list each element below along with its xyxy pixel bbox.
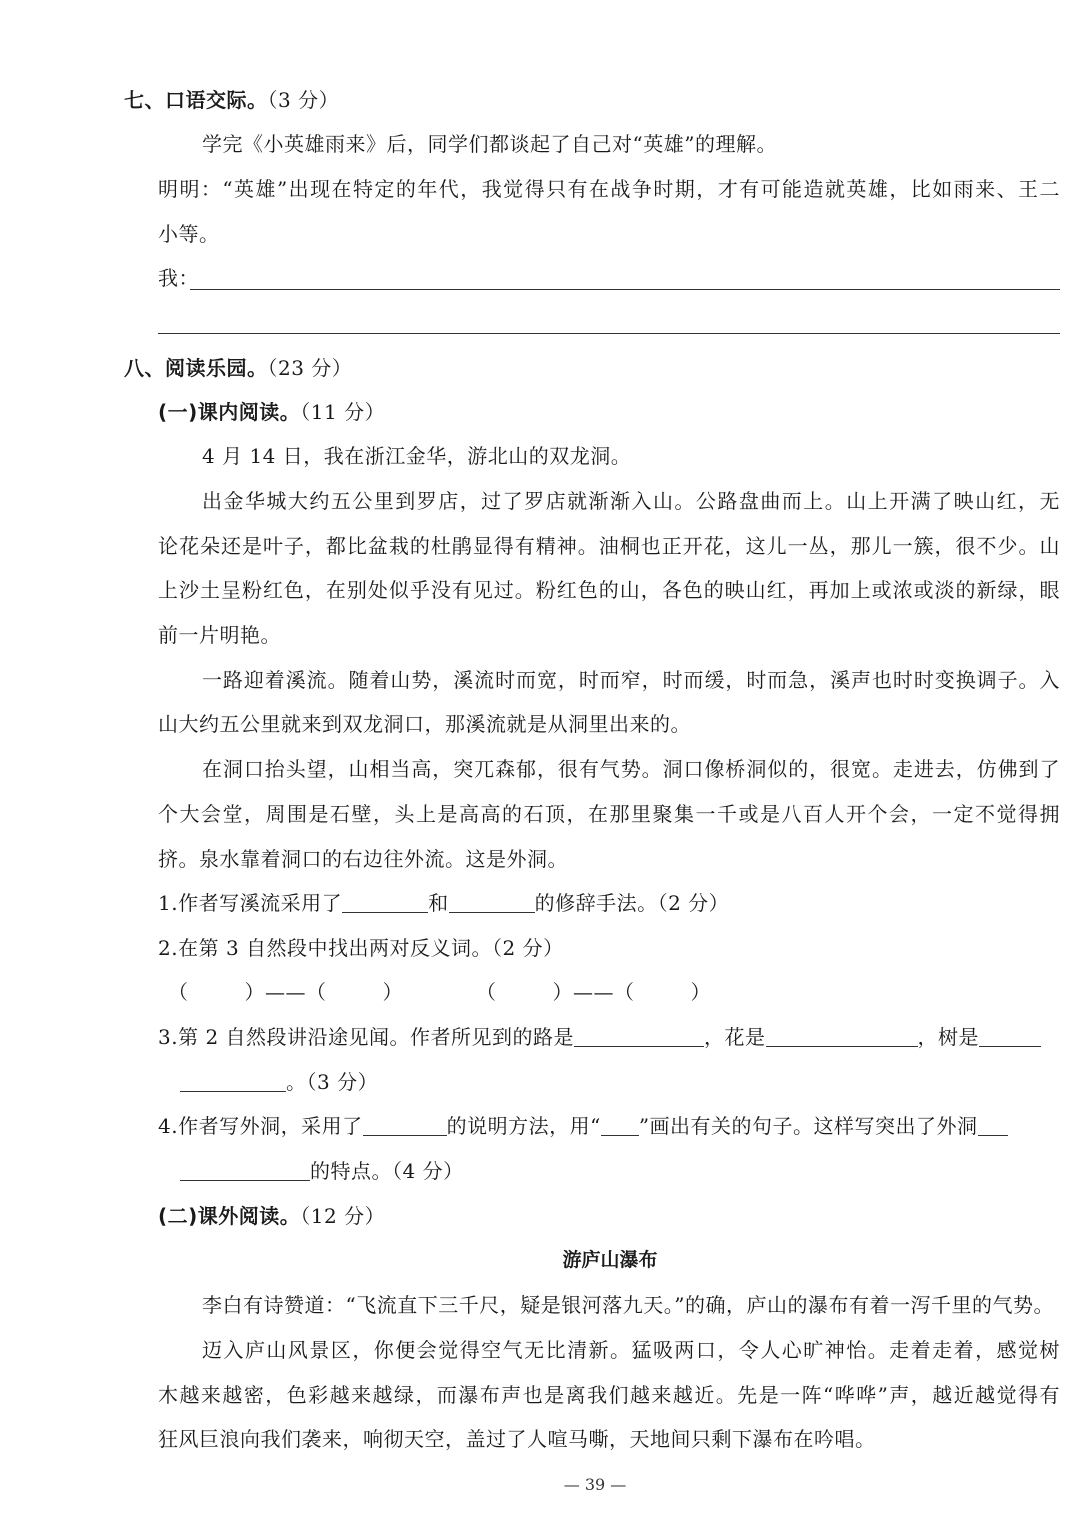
- answer-blank[interactable]: [766, 1026, 918, 1047]
- question-3-text: 3.第 2 自然段讲沿途见闻。作者所见到的路是: [158, 1025, 575, 1049]
- section-7-score: （3 分）: [267, 88, 340, 112]
- question-4: [158, 1112, 1008, 1140]
- answer-blank[interactable]: [979, 1026, 1041, 1047]
- passage-1-line: 前一片明艳。: [158, 623, 281, 647]
- passage-1-line: 山大约五公里就来到双龙洞口，那溪流就是从洞里出来的。: [158, 712, 691, 736]
- question-4-text: 的特点。（4 分）: [310, 1159, 464, 1183]
- passage-1-line: 论花朵还是叶子，都比盆栽的杜鹃显得有精神。油桐也正开花，这儿一丛，那儿一簇，很不少。山: [158, 534, 1060, 558]
- part-1-score: （11 分）: [300, 400, 386, 424]
- question-1: [158, 889, 729, 917]
- bracket-open: （: [476, 980, 497, 1004]
- passage-2-line: 木越来越密，色彩越来越绿，而瀑布声也是离我们越来越近。先是一阵“哗哗”声，越近越觉得有: [158, 1383, 1060, 1407]
- oral-intro: 学完《小英雄雨来》后，同学们都谈起了自己对“英雄”的理解。: [202, 132, 777, 156]
- part-2-title: (二)课外阅读。: [158, 1204, 301, 1228]
- question-3-text: ，树是: [917, 1025, 980, 1049]
- question-1-text: 和: [428, 891, 449, 915]
- passage-2-title: 游庐山瀑布: [562, 1249, 658, 1271]
- passage-1-line: 上沙土呈粉红色，在别处似乎没有见过。粉红色的山，各色的映山红，再加上或浓或淡的新绿，眼: [158, 578, 1060, 602]
- answer-blank[interactable]: [180, 1071, 286, 1092]
- question-4-text: ”画出有关的句子。这样写突出了外洞: [638, 1114, 978, 1138]
- dash: ——: [265, 980, 306, 1004]
- section-8-heading: [124, 354, 352, 382]
- answer-blank[interactable]: [342, 892, 428, 913]
- antonym-pair-1: [168, 978, 403, 1006]
- question-1-text: 的修辞手法。（2 分）: [534, 891, 730, 915]
- question-4-cont: [180, 1157, 464, 1185]
- answer-blank[interactable]: [574, 1026, 704, 1047]
- question-3-cont: [180, 1068, 378, 1096]
- passage-1-line: 个大会堂，周围是石壁，头上是高高的石顶，在那里聚集一千或是八百人开个会，一定不觉得拥: [158, 802, 1060, 826]
- bracket-close: ）: [244, 980, 265, 1004]
- mingming-line-1: 明明：“英雄”出现在特定的年代，我觉得只有在战争时期，才有可能造就英雄，比如雨来、王二: [158, 177, 1060, 201]
- passage-2-line: 李白有诗赞道：“飞流直下三千尺，疑是银河落九天。”的确，庐山的瀑布有着一泻千里的气势。: [202, 1293, 1054, 1317]
- question-3-text: ，花是: [704, 1025, 766, 1049]
- question-1-text: 1.作者写溪流采用了: [158, 891, 343, 915]
- answer-blank[interactable]: [601, 1115, 639, 1136]
- answer-blank[interactable]: [363, 1115, 447, 1136]
- question-3: [158, 1023, 1041, 1051]
- section-7-heading: [124, 86, 339, 114]
- part-2-heading: [158, 1202, 385, 1230]
- answer-blank[interactable]: [180, 1160, 310, 1181]
- answer-line-2[interactable]: [158, 333, 1060, 334]
- answer-blank[interactable]: [978, 1115, 1008, 1136]
- antonym-pair-2: [476, 978, 711, 1006]
- passage-2-line: 迈入庐山风景区，你便会觉得空气无比清新。猛吸两口，令人心旷神怡。走着走着，感觉树: [202, 1338, 1060, 1362]
- answer-blank[interactable]: [449, 892, 535, 913]
- part-1-title: (一)课内阅读。: [158, 400, 301, 424]
- bracket-open: （: [614, 980, 635, 1004]
- passage-1-line: 在洞口抬头望，山相当高，突兀森郁，很有气势。洞口像桥洞似的，很宽。走进去，仿佛到了: [202, 757, 1060, 781]
- passage-1-line: 出金华城大约五公里到罗店，过了罗店就渐渐入山。公路盘曲而上。山上开满了映山红，无: [202, 489, 1060, 513]
- part-2-score: （12 分）: [300, 1204, 386, 1228]
- passage-1-line: 挤。泉水靠着洞口的右边往外流。这是外洞。: [158, 847, 568, 871]
- question-2: 2.在第 3 自然段中找出两对反义词。（2 分）: [158, 936, 564, 960]
- bracket-close: ）: [552, 980, 573, 1004]
- passage-2-line: 狂风巨浪向我们袭来，响彻天空，盖过了人喧马嘶，天地间只剩下瀑布在吟唱。: [158, 1427, 876, 1451]
- question-3-text: 。（3 分）: [286, 1070, 379, 1094]
- section-8-score: （23 分）: [267, 356, 353, 380]
- page-number: — 39 —: [563, 1475, 627, 1494]
- section-8-title: 八、阅读乐园。: [124, 356, 268, 380]
- answer-line-1[interactable]: [190, 289, 1060, 290]
- passage-1-line: 一路迎着溪流。随着山势，溪流时而宽，时而窄，时而缓，时而急，溪声也时时变换调子。入: [202, 668, 1060, 692]
- bracket-open: （: [306, 980, 327, 1004]
- bracket-close: ）: [690, 980, 711, 1004]
- part-1-heading: [158, 398, 385, 426]
- question-4-text: 的说明方法，用“: [446, 1114, 601, 1138]
- bracket-close: ）: [382, 980, 403, 1004]
- passage-1-line: 4 月 14 日，我在浙江金华，游北山的双龙洞。: [202, 444, 632, 468]
- mingming-line-2: 小等。: [158, 222, 220, 246]
- question-4-text: 4.作者写外洞，采用了: [158, 1114, 363, 1138]
- section-7-title: 七、口语交际。: [124, 88, 268, 112]
- dash: ——: [573, 980, 614, 1004]
- me-label: 我：: [158, 266, 199, 290]
- bracket-open: （: [168, 980, 189, 1004]
